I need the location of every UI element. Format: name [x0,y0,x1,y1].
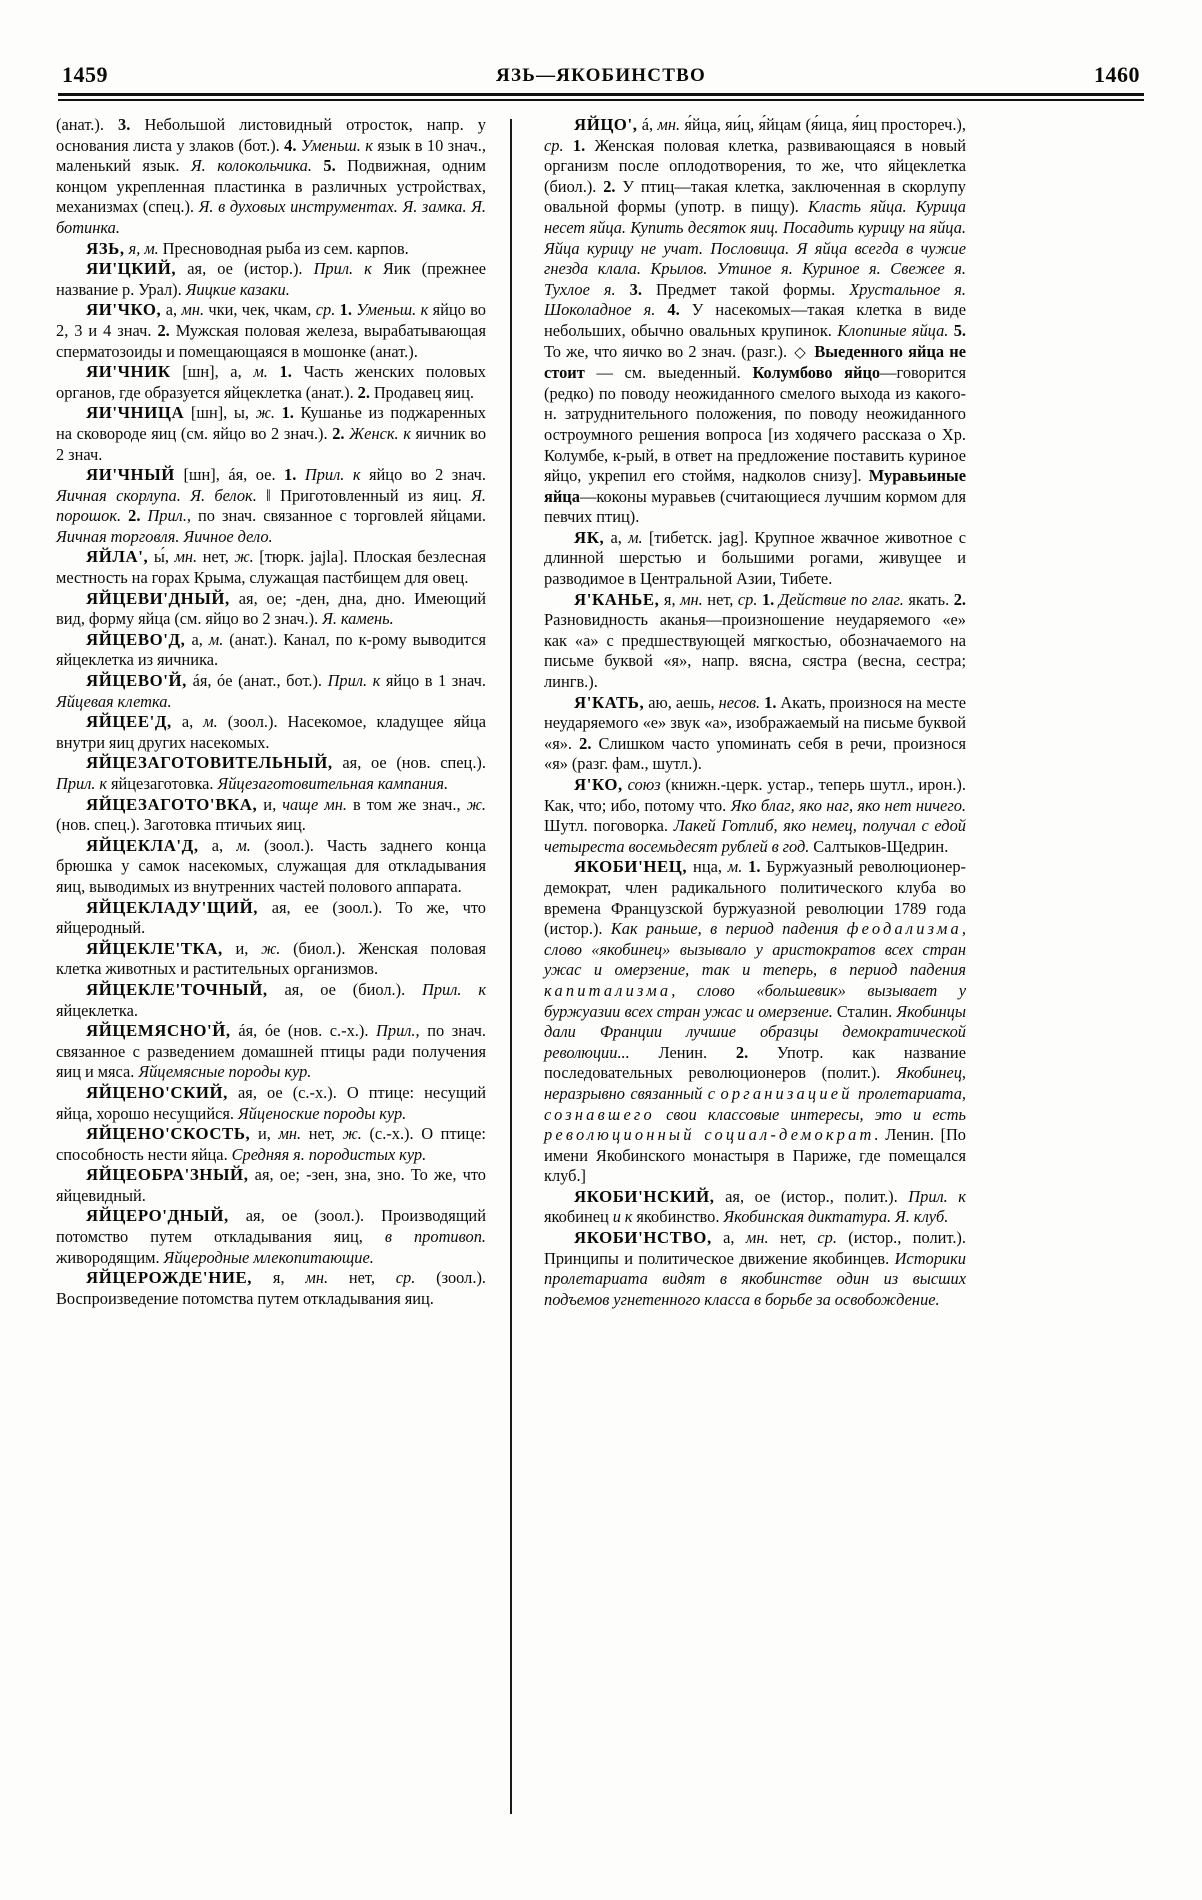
entry-headword: ЯЙЛА', [86,547,149,567]
entry-headword: ЯЙЦЕКЛЕ'ТОЧНЫЙ, [86,979,268,999]
entry-body: áя, óе (нов. с.-х.). Прил., по знач. связанное с разведением домашней птицы ради получения яиц и мяса. Яйцемясные породы кур. [56,1021,486,1082]
dictionary-entry [56,712,486,753]
entry-headword: Я'КАНЬЕ, [574,589,660,609]
entry-body: а, м. [тибетск. jag]. Крупное жвачное животное с длинной шерстью и большими рогами, живущее и разводимое в Центральной Азии, Тибете. [544,527,966,589]
dictionary-entry [56,1083,486,1124]
entry-body: ая, ое (биол.). Прил. к яйцеклетка. [56,979,486,1020]
right-column [522,115,966,1831]
entry-headword: ЯЙЦЕЗАГОТОВИТЕЛЬНЫЙ, [86,753,333,773]
entry-body: и, чаще мн. в том же знач., ж. (нов. спец.). Заготовка птичьих яиц. [56,794,486,835]
entry-headword: ЯК, [574,527,605,547]
entry-body: ая, ое; -зен, зна, зно. То же, что яйцевидный. [56,1165,486,1205]
entry-headword: ЯИ'ЧНИК [86,362,171,382]
entry-body: [шн], ы, ж. 1. Кушанье из поджаренных на сковороде яиц (см. яйцо во 2 знач.). 2. Женск. к яичник во 2 знач. [56,403,487,464]
dictionary-entry [56,671,486,712]
entry-headword: ЯЙЦЕКЛАДУ'ЩИЙ, [86,897,259,917]
entry-body: я, мн. нет, ср. (зоол.). Воспроизведение потомства путем откладывания яиц. [56,1268,486,1308]
dictionary-entry [56,630,486,671]
entry-body: и, мн. нет, ж. (с.-х.). О птице: способность нести яйца. Средняя я. породистых кур. [56,1124,486,1164]
dictionary-entry [56,259,486,300]
entry-headword: ЯЙЦО', [574,115,638,134]
entry-headword: ЯИ'ЦКИЙ, [86,259,177,279]
running-head [56,52,1146,86]
folio-left: 1459 [62,62,108,87]
dictionary-entry [544,1187,966,1228]
entry-headword: Я'КО, [574,775,623,794]
entry-headword: ЯЙЦЕКЛА'Д, [86,835,199,855]
dictionary-entry [544,693,966,775]
dictionary-entry [544,115,966,528]
dictionary-entry [56,1124,486,1165]
entry-headword: ЯЙЦЕЕ'Д, [86,712,172,732]
dictionary-entry [56,939,486,980]
entry-headword: ЯЙЦЕМЯСНО'Й, [86,1021,231,1041]
dictionary-entry [56,980,486,1021]
header-rule [58,93,1144,101]
entry-body: ая, ое (истор.). Прил. к Яик (прежнее название р. Урал). Яицкие казаки. [56,259,487,299]
entry-body: нца, м. 1. Буржуазный революционер-демократ, член радикального политического клуба во времена Французской буржуазной революции 1789 года (истор.). Как раньше, в период падения феодализма, слово «якобинец» вызывало у аристократов всех стран ужас и омерзение, так и теперь, в период падения капитализма, слово «большевик» вызывает у буржуазии всех стран ужас и омерзение. Сталин. Якобинцы дали Франции лучшие образцы демократической революции... Ленин. 2. Употр. как название последовательных революционеров (полит.). Якобинец, неразрывно связанный с организацией пролетариата, сознавшего свои классовые интересы, это и есть революционный социал-демократ. Ленин. [По имени Якобинского монастыря в Париже, где помещался клуб.] [544,857,966,1186]
entry-body: [шн], áя, ое. 1. Прил. к яйцо во 2 знач. Яичная скорлупа. Я. белок. ‖ Приготовленный из яиц. Я. порошок. 2. Прил., по знач. связанное с торговлей яйцами. Яичная торговля. Яичное дело. [56,465,487,546]
entry-headword: ЯЗЬ, [86,238,125,258]
dictionary-entry [544,857,966,1187]
dictionary-entry [544,590,966,693]
entry-headword: ЯКОБИ'НСТВО, [574,1228,712,1248]
entry-body: а, м. (зоол.). Насекомое, кладущее яйца внутри яиц других насекомых. [56,712,486,752]
entry-headword: ЯЙЦЕНО'СКИЙ, [86,1082,228,1102]
dictionary-entry [56,547,486,588]
dictionary-entry [56,115,486,239]
entry-headword: ЯЙЦЕРОЖДЕ'НИЕ, [86,1268,253,1288]
entry-headword: ЯИ'ЧКО, [86,300,162,320]
dictionary-entry [56,1268,486,1309]
entry-headword: ЯЙЦЕКЛЕ'ТКА, [86,938,223,958]
dictionary-entry [56,836,486,898]
entry-body: и, ж. (биол.). Женская половая клетка животных и растительных организмов. [56,938,486,979]
dictionary-entry [56,465,486,547]
dictionary-entry [56,403,486,465]
entry-body: [шн], а, м. 1. Часть женских половых органов, где образуется яйцеклетка (анат.). 2. Продавец яиц. [56,362,487,402]
entry-body: ы́, мн. нет, ж. [тюрк. jajla]. Плоская безлесная местность на горах Крыма, служащая пастбищем для овец. [56,547,486,588]
entry-body: я, мн. нет, ср. 1. Действие по глаг. якать. 2. Разновидность аканья—произношение неударяемого «е» как «а» с предшествующей мягкостью, обозначаемого на письме буквой «я», напр. вясна, сястра (весна, сестра; лингв.). [544,589,966,692]
entry-body: ая, ое (нов. спец.). Прил. к яйцезаготовка. Яйцезаготовительная кампания. [56,753,486,793]
entry-body: я, м. Пресноводная рыба из сем. карпов. [128,238,409,258]
dictionary-entry [544,775,966,857]
running-title: ЯЗЬ—ЯКОБИНСТВО [496,65,706,86]
entry-body: áя, óе (анат., бот.). Прил. к яйцо в 1 знач. Яйцевая клетка. [56,671,486,711]
entry-body: ая, ее (зоол.). То же, что яйцеродный. [56,897,486,938]
dictionary-entry [544,1228,966,1310]
dictionary-entry [56,898,486,939]
entry-body: союз (книжн.-церк. устар., теперь шутл., ирон.). Как, что; ибо, потому что. Яко благ, яко наг, яко нет ничего. Шутл. поговорка. Лакей Готлиб, яко немец, получал с едой четыреста восемьдесят рублей в год. Салтыков-Щедрин. [544,775,967,856]
entry-headword: ЯКОБИ'НСКИЙ, [574,1186,715,1206]
left-column [56,115,500,1831]
entry-headword: ЯИ'ЧНИЦА [86,403,185,423]
entry-headword: ЯИ'ЧНЫЙ [86,465,175,485]
dictionary-entry [544,528,966,590]
dictionary-entry [56,300,486,362]
entry-body: а, мн. чки, чек, чкам, ср. 1. Уменьш. к яйцо во 2, 3 и 4 знач. 2. Мужская половая железа, вырабатывающая сперматозоиды и помещающаяся в мошонке (анат.). [56,300,487,361]
entry-headword: Я'КАТЬ, [574,692,645,712]
entry-headword: ЯЙЦЕВО'Д, [86,629,186,649]
entry-body: ая, ое (зоол.). Производящий потомство путем откладывания яиц, в противоп. живородящим. Яйцеродные млекопитающие. [56,1206,486,1267]
entry-body: á, мн. я́йца, яи́ц, я́йцам (я́ица, я́иц простореч.), ср. 1. Женская половая клетка, развивающаяся в новый организм после оплодотворения, то же, что яйцеклетка (биол.). 2. У птиц—такая клетка, заключенная в скорлупу овальной формы (употр. в пищу). Класть яйца. Курица несет яйца. Купить десяток яиц. Посадить курицу на яйца. Яйца курицу не учат. Пословица. Я яйца всегда в чужие гнезда клала. Крылов. Утиное я. Куриное я. Свежее я. Тухлое я. 3. Предмет такой формы. Хрустальное я. Шоколадное я. 4. У насекомых—такая клетка в виде небольших, обычно овальных крупинок. Клопиные яйца. 5. То же, что яичко во 2 знач. (разг.). ◇ Выеденного яйца не стоит — см. выеденный. Колумбово яйцо—говорится (редко) по поводу неожиданного смелого выхода из какого-н. затруднительного положения, по поводу неожиданного остроумного решения вопроса [из ходячего рассказа о Хр. Колумбе, к-рый, в ответ на предложение поставить куриное яйцо, укрепил его стоймя, надколов снизу]. Муравьиные яйца—коконы муравьев (считающиеся лучшим кормом для певчих птиц). [544,115,967,527]
entry-headword: ЯКОБИ'НЕЦ, [574,857,688,877]
entry-headword: ЯЙЦЕВИ'ДНЫЙ, [86,588,230,608]
entry-headword: ЯЙЦЕРО'ДНЫЙ, [86,1206,229,1226]
entry-body: а, м. (анат.). Канал, по к-рому выводится яйцеклетка из яичника. [56,629,486,670]
entry-body: ая, ое (истор., полит.). Прил. к якобинец и к якобинство. Якобинская диктатура. Я. клуб. [544,1186,966,1227]
entry-headword: ЯЙЦЕВО'Й, [86,671,187,691]
dictionary-entry [56,1206,486,1268]
dictionary-entry [56,589,486,630]
entry-body: аю, аешь, несов. 1. Акать, произнося на месте неударяемого «е» звук «а», изображаемый на письме буквой «я». 2. Слишком часто упоминать себя в речи, произнося «я» (разг. фам., шутл.). [544,692,966,774]
dictionary-entry [56,1165,486,1206]
column-divider [500,115,522,1831]
dictionary-entry [56,1021,486,1083]
entry-body: а, мн. нет, ср. (истор., полит.). Принципы и политическое движение якобинцев. Историки пролетариата видят в якобинстве один из высших подъемов угнетенного класса в борьбе за освобождение. [544,1228,966,1309]
folio-right: 1460 [1093,62,1140,87]
entry-headword: ЯЙЦЕОБРА'ЗНЫЙ, [86,1165,249,1185]
column-container [56,115,1146,1831]
entry-body: ая, ое (с.-х.). О птице: несущий яйца, хорошо несущийся. Яйценоские породы кур. [56,1082,486,1123]
dictionary-entry [56,795,486,836]
entry-body: а, м. (зоол.). Часть заднего конца брюшка у самок насекомых, служащая для откладывания яиц, выводимых из внутренних частей полового аппарата. [56,835,486,896]
entry-body: ая, ое; -ден, дна, дно. Имеющий вид, форму яйца (см. яйцо во 2 знач.). Я. камень. [56,588,486,629]
dictionary-entry [56,239,486,260]
entry-headword: ЯЙЦЕЗАГОТО'ВКА, [86,794,258,814]
dictionary-entry [56,362,486,403]
entry-body: (анат.). 3. Небольшой листовидный отросток, напр. у основания листа у злаков (бот.). 4. Уменьш. к язык в 10 знач., маленький язык. Я. колокольчика. 5. Подвижная, одним концом укрепленная пластинка в различных устройствах, механизмах (спец.). Я. в духовых инструментах. Я. замка. Я. ботинка. [56,115,487,237]
dictionary-entry [56,753,486,794]
entry-headword: ЯЙЦЕНО'СКОСТЬ, [86,1124,251,1144]
